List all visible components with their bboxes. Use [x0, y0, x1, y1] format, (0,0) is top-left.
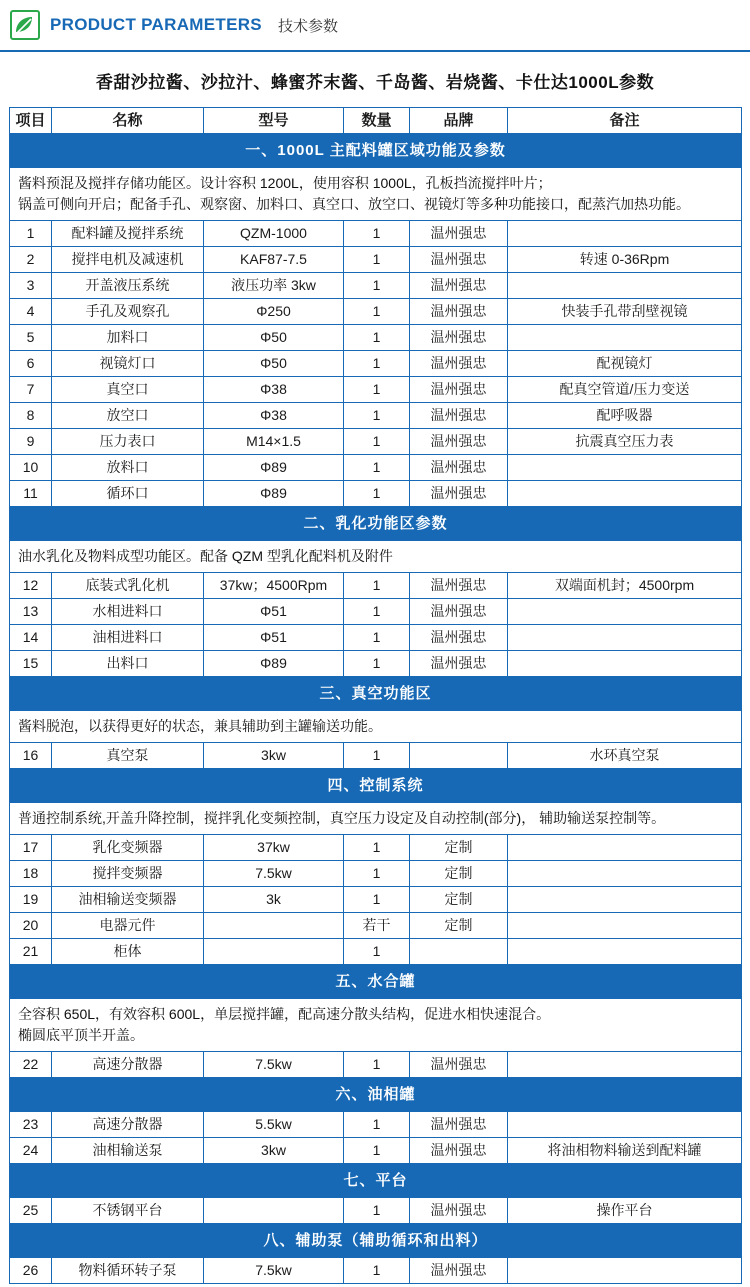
cell-qty: 1 [344, 1258, 410, 1284]
cell-no: 3 [10, 273, 52, 299]
cell-no: 25 [10, 1198, 52, 1224]
cell-note: 将油相物料输送到配料罐 [508, 1138, 742, 1164]
table-row [10, 455, 742, 481]
cell-model: 3kw [204, 1138, 344, 1164]
cell-no: 21 [10, 939, 52, 965]
cell-brand: 温州强忠 [410, 599, 508, 625]
parameters-table [9, 107, 742, 1284]
cell-brand: 定制 [410, 861, 508, 887]
cell-qty: 1 [344, 273, 410, 299]
section-header-row [10, 1078, 742, 1112]
cell-name: 底装式乳化机 [52, 573, 204, 599]
cell-name: 放空口 [52, 403, 204, 429]
table-row [10, 887, 742, 913]
cell-model [204, 913, 344, 939]
section-title: 五、水合罐 [10, 965, 742, 999]
section-header-row [10, 677, 742, 711]
cell-brand: 温州强忠 [410, 325, 508, 351]
cell-no: 6 [10, 351, 52, 377]
cell-note [508, 1112, 742, 1138]
cell-no: 16 [10, 743, 52, 769]
cell-model: 37kw；4500Rpm [204, 573, 344, 599]
table-header [10, 108, 742, 134]
table-row [10, 1112, 742, 1138]
cell-brand: 温州强忠 [410, 481, 508, 507]
cell-name: 高速分散器 [52, 1052, 204, 1078]
table-row [10, 247, 742, 273]
cell-brand: 温州强忠 [410, 1052, 508, 1078]
cell-model [204, 939, 344, 965]
cell-no: 1 [10, 221, 52, 247]
cell-name: 真空口 [52, 377, 204, 403]
cell-qty: 1 [344, 299, 410, 325]
cell-no: 4 [10, 299, 52, 325]
cell-note: 操作平台 [508, 1198, 742, 1224]
cell-no: 20 [10, 913, 52, 939]
cell-name: 出料口 [52, 651, 204, 677]
cell-brand [410, 743, 508, 769]
cell-qty: 1 [344, 939, 410, 965]
cell-no: 14 [10, 625, 52, 651]
cell-name: 开盖液压系统 [52, 273, 204, 299]
table-row [10, 403, 742, 429]
section-description: 全容积 650L，有效容积 600L，单层搅拌罐，配高速分散头结构，促进水相快速混合。 椭圆底平顶半开盖。 [10, 999, 742, 1052]
cell-brand: 温州强忠 [410, 1198, 508, 1224]
cell-model: 37kw [204, 835, 344, 861]
cell-brand: 温州强忠 [410, 403, 508, 429]
cell-brand: 温州强忠 [410, 429, 508, 455]
cell-model: 7.5kw [204, 1052, 344, 1078]
section-title: 八、辅助泵（辅助循环和出料） [10, 1224, 742, 1258]
section-description: 油水乳化及物料成型功能区。配备 QZM 型乳化配料机及附件 [10, 541, 742, 573]
cell-qty: 1 [344, 1112, 410, 1138]
section-description-row [10, 541, 742, 573]
column-header-model: 型号 [204, 108, 344, 134]
cell-name: 柜体 [52, 939, 204, 965]
table-row [10, 861, 742, 887]
cell-note [508, 273, 742, 299]
table-row [10, 273, 742, 299]
cell-brand: 温州强忠 [410, 377, 508, 403]
cell-note: 配真空管道/压力变送 [508, 377, 742, 403]
cell-model: 5.5kw [204, 1112, 344, 1138]
column-header-note: 备注 [508, 108, 742, 134]
cell-brand: 温州强忠 [410, 351, 508, 377]
section-header-row [10, 1164, 742, 1198]
cell-name: 手孔及观察孔 [52, 299, 204, 325]
section-header-row [10, 769, 742, 803]
cell-brand [410, 939, 508, 965]
cell-name: 压力表口 [52, 429, 204, 455]
section-title: 四、控制系统 [10, 769, 742, 803]
cell-brand: 定制 [410, 887, 508, 913]
cell-note: 双端面机封；4500rpm [508, 573, 742, 599]
cell-brand: 温州强忠 [410, 273, 508, 299]
cell-model: 3kw [204, 743, 344, 769]
cell-model: 7.5kw [204, 861, 344, 887]
cell-no: 24 [10, 1138, 52, 1164]
cell-brand: 温州强忠 [410, 247, 508, 273]
cell-qty: 1 [344, 377, 410, 403]
cell-note: 快装手孔带刮壁视镜 [508, 299, 742, 325]
cell-name: 高速分散器 [52, 1112, 204, 1138]
section-description: 普通控制系统,开盖升降控制，搅拌乳化变频控制，真空压力设定及自动控制(部分)， 辅助输送泵控制等。 [10, 803, 742, 835]
section-description: 酱料脱泡，以获得更好的状态，兼具辅助到主罐输送功能。 [10, 711, 742, 743]
cell-model: Φ38 [204, 377, 344, 403]
cell-brand: 温州强忠 [410, 221, 508, 247]
cell-model: 液压功率 3kw [204, 273, 344, 299]
cell-name: 物料循环转子泵 [52, 1258, 204, 1284]
cell-qty: 1 [344, 403, 410, 429]
page-header [0, 0, 750, 52]
cell-qty: 1 [344, 887, 410, 913]
cell-qty: 1 [344, 861, 410, 887]
cell-qty: 1 [344, 1198, 410, 1224]
cell-note [508, 325, 742, 351]
table-row [10, 1198, 742, 1224]
column-header-brand: 品牌 [410, 108, 508, 134]
cell-qty: 1 [344, 625, 410, 651]
cell-qty: 1 [344, 835, 410, 861]
column-header-name: 名称 [52, 108, 204, 134]
section-title: 七、平台 [10, 1164, 742, 1198]
cell-model: Φ89 [204, 651, 344, 677]
cell-brand: 温州强忠 [410, 625, 508, 651]
cell-name: 水相进料口 [52, 599, 204, 625]
table-row [10, 377, 742, 403]
cell-qty: 1 [344, 599, 410, 625]
cell-note: 水环真空泵 [508, 743, 742, 769]
cell-no: 8 [10, 403, 52, 429]
table-row [10, 835, 742, 861]
cell-qty: 1 [344, 221, 410, 247]
table-row [10, 1258, 742, 1284]
section-description-row [10, 999, 742, 1052]
cell-qty: 1 [344, 481, 410, 507]
table-row [10, 599, 742, 625]
cell-name: 真空泵 [52, 743, 204, 769]
cell-no: 22 [10, 1052, 52, 1078]
cell-model: KAF87-7.5 [204, 247, 344, 273]
cell-brand: 温州强忠 [410, 651, 508, 677]
cell-brand: 温州强忠 [410, 299, 508, 325]
cell-brand: 温州强忠 [410, 1112, 508, 1138]
cell-note [508, 1258, 742, 1284]
cell-model: Φ51 [204, 599, 344, 625]
cell-name: 循环口 [52, 481, 204, 507]
table-row [10, 939, 742, 965]
section-description-row [10, 803, 742, 835]
cell-no: 26 [10, 1258, 52, 1284]
cell-note [508, 651, 742, 677]
page-title: PRODUCT PARAMETERS [50, 15, 262, 34]
cell-no: 13 [10, 599, 52, 625]
table-body [10, 134, 742, 1284]
cell-qty: 1 [344, 455, 410, 481]
cell-qty: 1 [344, 1138, 410, 1164]
cell-brand: 定制 [410, 913, 508, 939]
section-title: 一、1000L 主配料罐区域功能及参数 [10, 134, 742, 168]
table-row [10, 221, 742, 247]
cell-note [508, 481, 742, 507]
cell-qty: 1 [344, 1052, 410, 1078]
cell-no: 17 [10, 835, 52, 861]
section-title: 六、油相罐 [10, 1078, 742, 1112]
cell-model: QZM-1000 [204, 221, 344, 247]
section-title: 二、乳化功能区参数 [10, 507, 742, 541]
cell-brand: 定制 [410, 835, 508, 861]
cell-name: 电器元件 [52, 913, 204, 939]
cell-note: 配视镜灯 [508, 351, 742, 377]
cell-qty: 若干 [344, 913, 410, 939]
cell-note [508, 599, 742, 625]
cell-qty: 1 [344, 429, 410, 455]
cell-model: Φ89 [204, 481, 344, 507]
cell-qty: 1 [344, 325, 410, 351]
cell-model: 3k [204, 887, 344, 913]
cell-no: 12 [10, 573, 52, 599]
cell-no: 23 [10, 1112, 52, 1138]
table-row [10, 743, 742, 769]
cell-note [508, 1052, 742, 1078]
section-header-row [10, 134, 742, 168]
table-row [10, 429, 742, 455]
table-row [10, 573, 742, 599]
cell-note: 抗震真空压力表 [508, 429, 742, 455]
cell-no: 19 [10, 887, 52, 913]
cell-no: 9 [10, 429, 52, 455]
cell-no: 5 [10, 325, 52, 351]
cell-brand: 温州强忠 [410, 1258, 508, 1284]
cell-name: 放料口 [52, 455, 204, 481]
leaf-logo-icon [10, 10, 40, 40]
cell-name: 配料罐及搅拌系统 [52, 221, 204, 247]
cell-name: 油相输送变频器 [52, 887, 204, 913]
table-row [10, 651, 742, 677]
table-row [10, 1052, 742, 1078]
cell-name: 油相输送泵 [52, 1138, 204, 1164]
cell-no: 10 [10, 455, 52, 481]
cell-name: 乳化变频器 [52, 835, 204, 861]
cell-note [508, 625, 742, 651]
cell-name: 不锈钢平台 [52, 1198, 204, 1224]
cell-no: 15 [10, 651, 52, 677]
section-title: 三、真空功能区 [10, 677, 742, 711]
cell-qty: 1 [344, 651, 410, 677]
cell-name: 油相进料口 [52, 625, 204, 651]
cell-no: 11 [10, 481, 52, 507]
page-title-cn: 技术参数 [277, 17, 338, 35]
cell-model: Φ50 [204, 351, 344, 377]
cell-name: 搅拌变频器 [52, 861, 204, 887]
table-row [10, 351, 742, 377]
table-row [10, 481, 742, 507]
section-description-row [10, 168, 742, 221]
table-row [10, 913, 742, 939]
cell-no: 18 [10, 861, 52, 887]
section-description: 酱料预混及搅拌存储功能区。设计容积 1200L，使用容积 1000L，孔板挡流搅拌叶片； 锅盖可侧向开启；配备手孔、观察窗、加料口、真空口、放空口、视镜灯等多种功能接口，配蒸汽加热功能。 [10, 168, 742, 221]
cell-name: 视镜灯口 [52, 351, 204, 377]
column-header-qty: 数量 [344, 108, 410, 134]
cell-model: 7.5kw [204, 1258, 344, 1284]
cell-qty: 1 [344, 573, 410, 599]
cell-model [204, 1198, 344, 1224]
table-row [10, 1138, 742, 1164]
cell-model: Φ250 [204, 299, 344, 325]
cell-model: Φ50 [204, 325, 344, 351]
cell-qty: 1 [344, 351, 410, 377]
table-row [10, 625, 742, 651]
cell-no: 7 [10, 377, 52, 403]
section-header-row [10, 965, 742, 999]
document-title: 香甜沙拉酱、沙拉汁、蜂蜜芥末酱、千岛酱、岩烧酱、卡仕达1000L参数 [95, 73, 655, 92]
cell-note: 转速 0-36Rpm [508, 247, 742, 273]
cell-no: 2 [10, 247, 52, 273]
cell-brand: 温州强忠 [410, 1138, 508, 1164]
cell-brand: 温州强忠 [410, 573, 508, 599]
section-header-row [10, 507, 742, 541]
cell-model: Φ51 [204, 625, 344, 651]
table-header-row [10, 108, 742, 134]
cell-model: Φ38 [204, 403, 344, 429]
cell-brand: 温州强忠 [410, 455, 508, 481]
section-header-row [10, 1224, 742, 1258]
section-description-row [10, 711, 742, 743]
cell-note [508, 221, 742, 247]
cell-qty: 1 [344, 247, 410, 273]
cell-name: 搅拌电机及减速机 [52, 247, 204, 273]
cell-qty: 1 [344, 743, 410, 769]
cell-note [508, 455, 742, 481]
table-row [10, 299, 742, 325]
cell-note [508, 939, 742, 965]
cell-note [508, 861, 742, 887]
column-header-no: 项目 [10, 108, 52, 134]
cell-name: 加料口 [52, 325, 204, 351]
table-row [10, 325, 742, 351]
cell-note [508, 835, 742, 861]
cell-note [508, 913, 742, 939]
cell-model: M14×1.5 [204, 429, 344, 455]
cell-note [508, 887, 742, 913]
cell-model: Φ89 [204, 455, 344, 481]
cell-note: 配呼吸器 [508, 403, 742, 429]
